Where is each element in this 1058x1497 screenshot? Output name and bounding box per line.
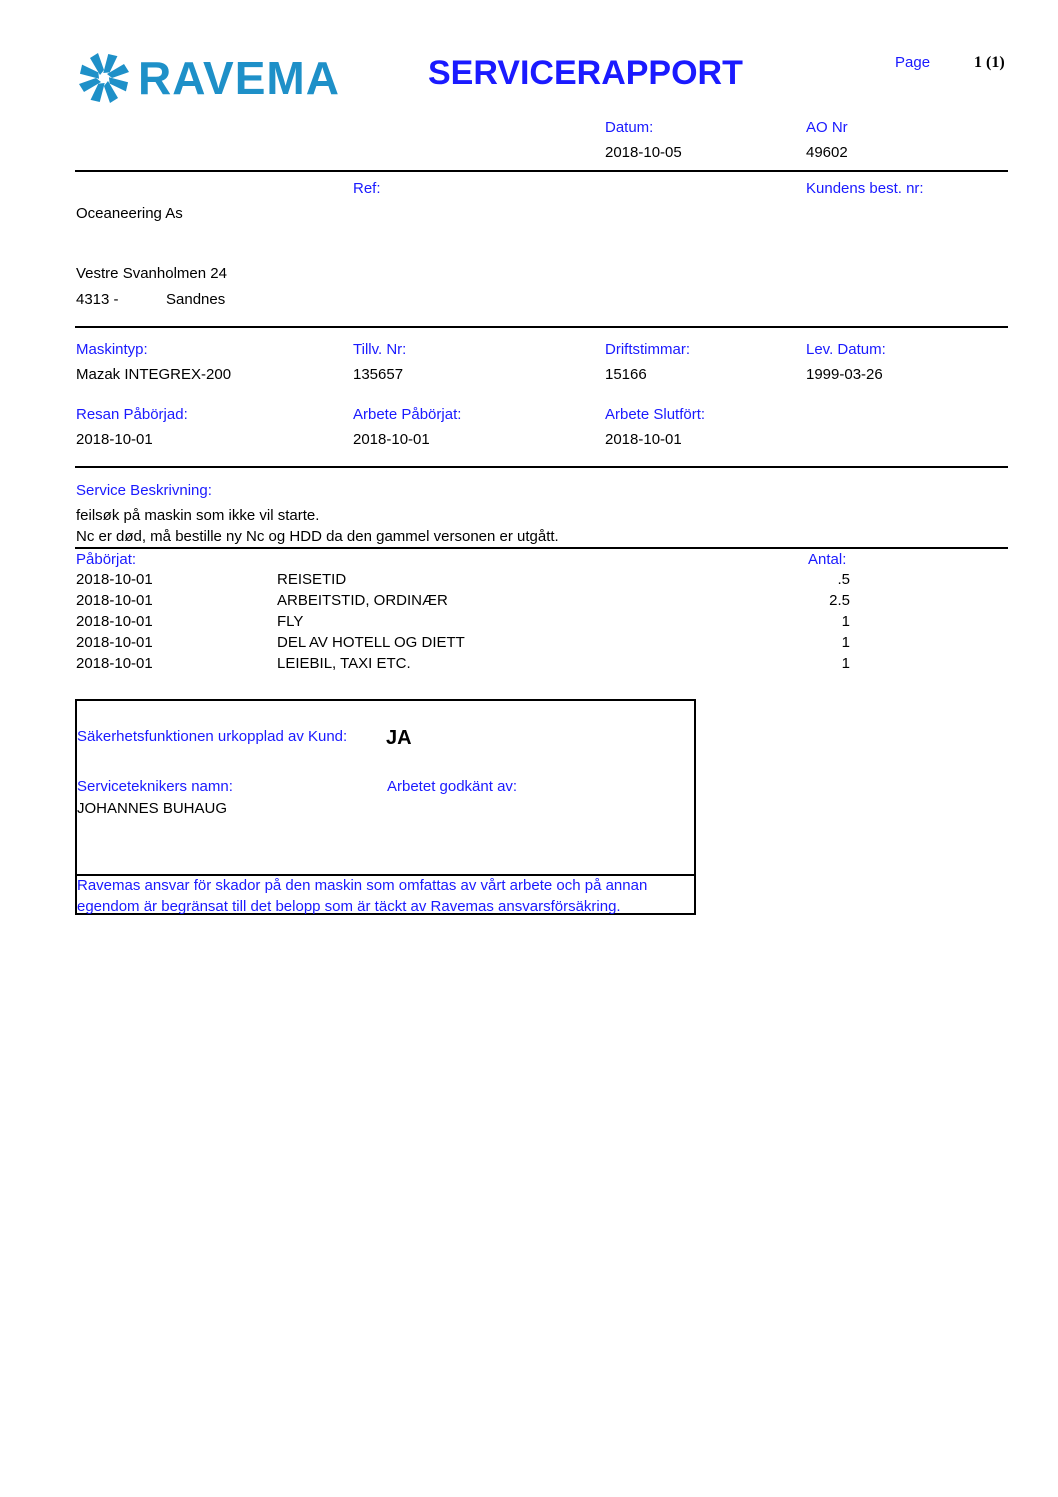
- row-date: 2018-10-01: [76, 634, 153, 651]
- maskintyp-label: Maskintyp:: [76, 341, 148, 358]
- ref-label: Ref:: [353, 180, 381, 197]
- customer-street: Vestre Svanholmen 24: [76, 265, 227, 282]
- row-desc: DEL AV HOTELL OG DIETT: [277, 634, 465, 651]
- ravema-pinwheel-icon: [76, 50, 132, 106]
- lev-datum-value: 1999-03-26: [806, 366, 883, 383]
- tillv-value: 135657: [353, 366, 404, 383]
- brand-name: RAVEMA: [138, 52, 340, 104]
- row-date: 2018-10-01: [76, 592, 153, 609]
- row-desc: FLY: [277, 613, 304, 630]
- row-qty: 1: [841, 634, 850, 651]
- row-date: 2018-10-01: [76, 571, 153, 588]
- approved-label: Arbetet godkänt av:: [387, 778, 518, 795]
- row-qty: 1: [841, 655, 850, 672]
- col-date-header: Påbörjat:: [76, 551, 137, 568]
- box-divider: [77, 874, 694, 876]
- lev-datum-label: Lev. Datum:: [806, 341, 886, 358]
- safety-label: Säkerhetsfunktionen urkopplad av Kund:: [77, 728, 348, 745]
- row-desc: LEIEBIL, TAXI ETC.: [277, 655, 411, 672]
- page-label: Page: [895, 54, 931, 71]
- service-line-2: Nc er død, må bestille ny Nc og HDD da den gammel versonen er utgått.: [76, 528, 559, 545]
- ao-label: AO Nr: [806, 119, 848, 136]
- row-qty: .5: [837, 571, 850, 588]
- disclaimer-line-1: Ravemas ansvar för skador på den maskin som omfattas av vårt arbete och på annan: [77, 877, 648, 894]
- row-date: 2018-10-01: [76, 613, 153, 630]
- divider: [75, 547, 1008, 549]
- customer-zip: 4313 -: [76, 291, 119, 308]
- arbete-start-label: Arbete Påbörjat:: [353, 406, 462, 423]
- divider: [75, 170, 1008, 172]
- row-date: 2018-10-01: [76, 655, 153, 672]
- signoff-box: [75, 699, 696, 915]
- row-qty: 2.5: [829, 592, 850, 609]
- tillv-label: Tillv. Nr:: [353, 341, 407, 358]
- safety-value: JA: [386, 727, 412, 749]
- driftstimmar-value: 15166: [605, 366, 647, 383]
- divider: [75, 466, 1008, 468]
- page-number: 1 (1): [974, 54, 1005, 71]
- tech-label: Serviceteknikers namn:: [77, 778, 233, 795]
- col-qty-header: Antal:: [808, 551, 847, 568]
- driftstimmar-label: Driftstimmar:: [605, 341, 690, 358]
- row-desc: REISETID: [277, 571, 347, 588]
- service-line-1: feilsøk på maskin som ikke vil starte.: [76, 507, 320, 524]
- resan-label: Resan Påbörjad:: [76, 406, 188, 423]
- arbete-start-value: 2018-10-01: [353, 431, 430, 448]
- datum-label: Datum:: [605, 119, 654, 136]
- resan-value: 2018-10-01: [76, 431, 153, 448]
- disclaimer-line-2: egendom är begränsat till det belopp som är täckt av Ravemas ansvarsförsäkring.: [77, 898, 621, 915]
- customer-city: Sandnes: [166, 291, 226, 308]
- tech-value: JOHANNES BUHAUG: [77, 800, 228, 817]
- divider: [75, 326, 1008, 328]
- arbete-slut-label: Arbete Slutfört:: [605, 406, 706, 423]
- customer-name: Oceaneering As: [76, 205, 183, 222]
- row-qty: 1: [841, 613, 850, 630]
- document-title: SERVICERAPPORT: [428, 54, 743, 92]
- maskintyp-value: Mazak INTEGREX-200: [76, 366, 232, 383]
- ao-value: 49602: [806, 144, 848, 161]
- row-desc: ARBEITSTID, ORDINÆR: [277, 592, 448, 609]
- kundens-best-label: Kundens best. nr:: [806, 180, 924, 197]
- service-label: Service Beskrivning:: [76, 482, 212, 499]
- datum-value: 2018-10-05: [605, 144, 682, 161]
- arbete-slut-value: 2018-10-01: [605, 431, 682, 448]
